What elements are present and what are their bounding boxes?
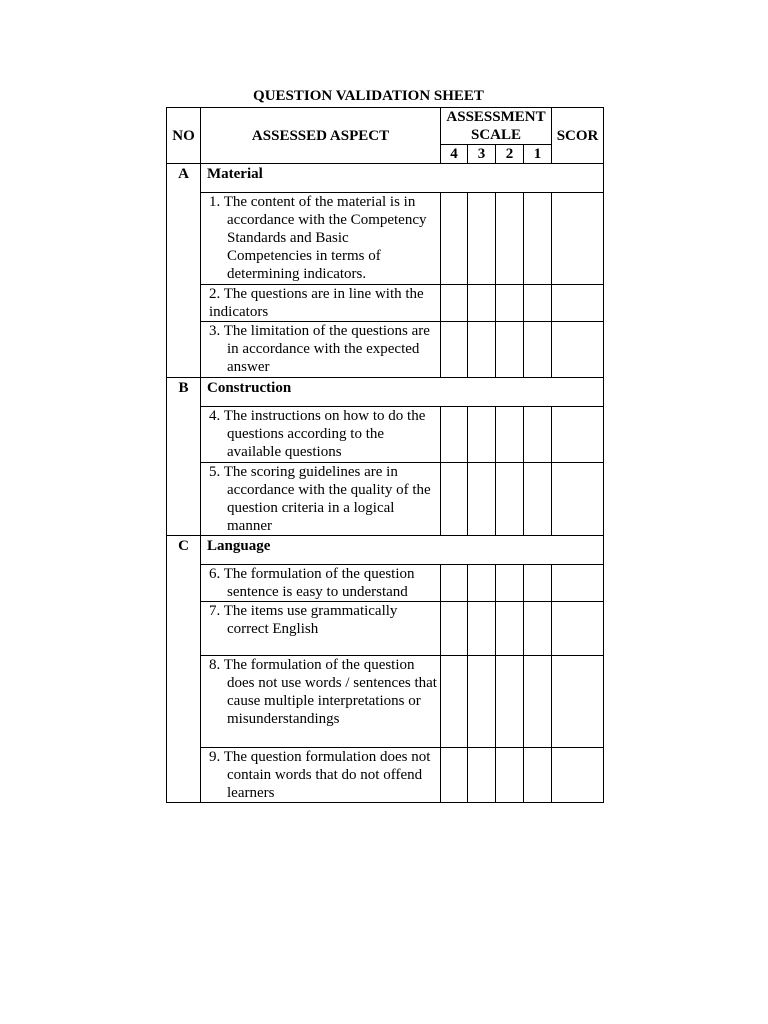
item-2-text: 2. The questions are in line with the indicators — [209, 286, 424, 320]
item-6-score[interactable] — [552, 565, 604, 602]
item-7-text: 7. The items use grammatically correct English — [209, 603, 398, 637]
item-8-scale-2[interactable] — [496, 656, 524, 748]
item-9-scale-3[interactable] — [468, 748, 496, 803]
item-1-scale-4[interactable] — [441, 193, 468, 285]
item-1 — [201, 193, 441, 285]
item-2-scale-4[interactable] — [441, 285, 468, 322]
item-5-scale-1[interactable] — [524, 463, 552, 536]
item-3-score[interactable] — [552, 322, 604, 378]
item-8-text: 8. The formulation of the question does not use words / sentences that cause multiple interpretations or misunderstandings — [209, 657, 437, 727]
item-1-scale-1[interactable] — [524, 193, 552, 285]
item-5 — [201, 463, 441, 536]
section-c-letter: C — [167, 536, 201, 565]
section-b-title: Construction — [201, 378, 604, 407]
section-a-title: Material — [201, 164, 604, 193]
document-title: QUESTION VALIDATION SHEET — [253, 88, 484, 104]
item-3-scale-2[interactable] — [496, 322, 524, 378]
header-scale-line2: SCALE — [471, 127, 522, 143]
item-1-score[interactable] — [552, 193, 604, 285]
validation-table — [166, 107, 604, 803]
scale-value-1: 1 — [524, 145, 552, 164]
item-4-score[interactable] — [552, 407, 604, 463]
item-1-scale-2[interactable] — [496, 193, 524, 285]
item-8-scale-4[interactable] — [441, 656, 468, 748]
item-8-scale-1[interactable] — [524, 656, 552, 748]
item-7-scale-1[interactable] — [524, 602, 552, 656]
item-5-score[interactable] — [552, 463, 604, 536]
item-2-score[interactable] — [552, 285, 604, 322]
item-1-text: 1. The content of the material is in accordance with the Competency Standards and Basic Competencies in terms of determining indicators. — [209, 194, 427, 282]
item-4-scale-2[interactable] — [496, 407, 524, 463]
item-4-scale-4[interactable] — [441, 407, 468, 463]
item-9 — [201, 748, 441, 803]
header-scale-line1: ASSESSMENT — [446, 109, 546, 125]
item-7-scale-4[interactable] — [441, 602, 468, 656]
scale-value-2: 2 — [496, 145, 524, 164]
item-3-scale-1[interactable] — [524, 322, 552, 378]
item-3-scale-3[interactable] — [468, 322, 496, 378]
item-7-scale-3[interactable] — [468, 602, 496, 656]
item-2-scale-2[interactable] — [496, 285, 524, 322]
header-no: NO — [167, 108, 201, 164]
item-7-scale-2[interactable] — [496, 602, 524, 656]
item-9-text: 9. The question formulation does not contain words that do not offend learners — [209, 749, 431, 801]
item-6-text: 6. The formulation of the question sentence is easy to understand — [209, 566, 415, 600]
item-5-scale-4[interactable] — [441, 463, 468, 536]
item-2 — [201, 285, 441, 322]
item-4 — [201, 407, 441, 463]
header-assessed-aspect: ASSESSED ASPECT — [201, 108, 441, 164]
item-4-scale-1[interactable] — [524, 407, 552, 463]
item-7-score[interactable] — [552, 602, 604, 656]
item-9-scale-4[interactable] — [441, 748, 468, 803]
item-1-scale-3[interactable] — [468, 193, 496, 285]
item-9-scale-2[interactable] — [496, 748, 524, 803]
item-9-score[interactable] — [552, 748, 604, 803]
item-9-scale-1[interactable] — [524, 748, 552, 803]
item-6-scale-3[interactable] — [468, 565, 496, 602]
item-4-text: 4. The instructions on how to do the questions according to the available questions — [209, 408, 426, 460]
item-8 — [201, 656, 441, 748]
header-score: SCOR — [552, 108, 604, 164]
item-6-scale-1[interactable] — [524, 565, 552, 602]
item-7 — [201, 602, 441, 656]
item-2-scale-3[interactable] — [468, 285, 496, 322]
item-4-scale-3[interactable] — [468, 407, 496, 463]
section-c-title: Language — [201, 536, 604, 565]
item-8-scale-3[interactable] — [468, 656, 496, 748]
item-5-scale-2[interactable] — [496, 463, 524, 536]
item-6-scale-4[interactable] — [441, 565, 468, 602]
item-3-scale-4[interactable] — [441, 322, 468, 378]
item-6 — [201, 565, 441, 602]
scale-value-4: 4 — [441, 145, 468, 164]
header-assessment-scale — [441, 108, 552, 145]
scale-value-3: 3 — [468, 145, 496, 164]
item-6-scale-2[interactable] — [496, 565, 524, 602]
item-5-scale-3[interactable] — [468, 463, 496, 536]
section-a-letter: A — [167, 164, 201, 193]
item-3 — [201, 322, 441, 378]
item-3-text: 3. The limitation of the questions are in accordance with the expected answer — [209, 323, 430, 375]
item-2-scale-1[interactable] — [524, 285, 552, 322]
item-8-score[interactable] — [552, 656, 604, 748]
item-5-text: 5. The scoring guidelines are in accordance with the quality of the question criteria in a logical manner — [209, 464, 431, 534]
section-b-letter: B — [167, 378, 201, 407]
